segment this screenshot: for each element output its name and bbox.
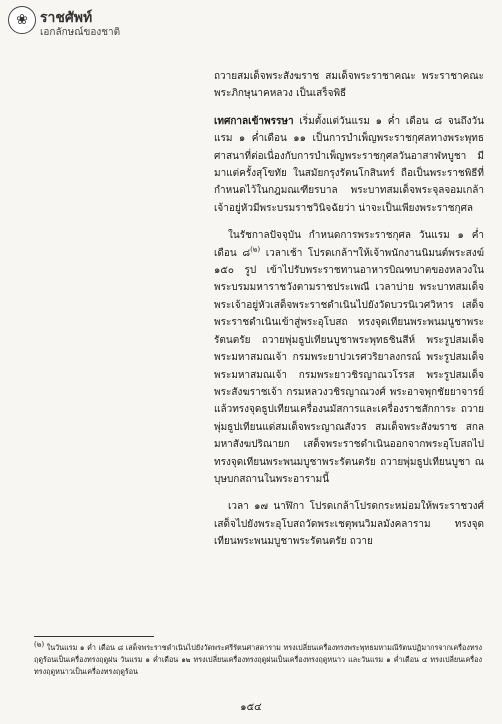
header-subtitle: เอกลักษณ์ของชาติ [40,27,121,38]
page-number: ๑๕๔ [240,702,262,713]
body-text [214,68,484,561]
paragraph-2 [214,113,484,217]
page-header [8,6,168,46]
paragraph-3 [214,227,484,488]
paragraph-2-text: เริ่มตั้งแต่วันแรม ๑ ค่ำ เดือน ๘ จนถึงวันแรม ๑ ค่ำเดือน ๑๑ เป็นการบำเพ็ญพระราชกุศลทางพระพุทธศาสนาที่ต่อเนื่องกับการบำเพ็ญพระราชกุศลวันอาสาฬหบูชา มีมาแต่ครั้งสุโขทัย ในสมัยกรุงรัตนโกสินทร์ ถือเป็นพระราชพิธีที่กำหนดไว้ในกฎมณเฑียรบาล พระบาทสมเด็จพระจุลจอมเกล้าเจ้าอยู่หัวมีพระบรมราชวินิจฉัยว่า น่าจะเป็นเพียงพระราชกุศล [214,115,484,214]
header-title: ราชศัพท์ [40,10,93,26]
section-heading: เทศกาลเข้าพรรษา [214,115,294,127]
footnote [34,642,482,678]
footnote-marker: (๒) [34,640,45,649]
footnote-text: ในวันแรม ๑ ค่ำ เดือน ๘ เสด็จพระราชดำเนินไปยังวัดพระศรีรัตนศาสดาราม ทรงเปลี่ยนเครื่องทรงพระพุทธมหามณีรัตนปฏิมากรจากเครื่องทรงฤดูร้อนเป็นเครื่องทรงฤดูฝน วันแรม ๑ ค่ำเดือน ๑๒ ทรงเปลี่ยนเครื่องทรงฤดูฝนเป็นเครื่องทรงฤดูหนาว และวันแรม ๑ ค่ำเดือน ๔ ทรงเปลี่ยนเครื่องทรงฤดูหนาวเป็นเครื่องทรงฤดูร้อน [34,643,482,676]
paragraph-3-text-b: เวลาเช้า โปรดเกล้าฯให้เจ้าพนักงานนิมนต์พระสงฆ์ ๑๕๐ รูป เข้าไปรับพระราชทานอาหารบิณฑบาตของหลวงในพระบรมมหาราชวังตามราชประเพณี เวลาบ่าย พระบาทสมเด็จพระเจ้าอยู่หัวเสด็จพระราชดำเนินไปยังวัดบวรนิเวศวิหาร เสด็จพระราชดำเนินเข้าสู่พระอุโบสถ ทรงจุดเทียนพระพนมนูชาพระรัตนตรัย ถวายพุ่มธูปเทียนบูชาพระพุทธชินสีห์ พระรูปสมเด็จพระมหาสมณเจ้า กรมพระยาปวเรศวริยาลงกรณ์ พระรูปสมเด็จพระมหาสมณเจ้า กรมพระยาวชิรญาณวโรรส พระรูปสมเด็จพระสังฆราชเจ้า กรมหลวงวชิรญาณวงศ์ พระอาจพุกชัยยาจารย์ แล้วทรงจุดธูปเทียนเครื่องนมัสการและเครื่องราชสักการะ ถวายพุ่มธูปเทียนแด่สมเด็จพระญาณสังวร สมเด็จพระสังฆราช สกลมหาสังฆปริณายก เสด็จพระราชดำเนินออกจากพระอุโบสถไปทรงจุดเทียนพระพนมบูชาพระรัตนตรัย ถวายพุ่มธูปเทียนบูชา ณ บุษบกสถานในพระอารามนี้ [214,247,484,485]
footnote-reference: (๒) [250,245,261,254]
footnote-divider [34,636,154,637]
paragraph-1: ถวายสมเด็จพระสังฆราช สมเด็จพระราชาคณะ พระราชาคณะ พระภิกษุนาคหลวง เป็นเสร็จพิธี [214,71,484,100]
flower-emblem-icon: ❀ [8,6,36,34]
paragraph-3-text-a: ในรัชกาลปัจจุบัน กำหนดการพระราชกุศล วันแรม ๑ ค่ำ เดือน ๘ [214,230,484,259]
paragraph-4: เวลา ๑๗ นาฬิกา โปรดเกล้าโปรดกระหม่อมให้พระราชวงศ์เสด็จไปยังพระอุโบสถวัดพระเชตุพนวิมลมังคลาราม ทรงจุดเทียนพระพนมบูชาพระรัตนตรัย ถวาย [214,501,484,548]
